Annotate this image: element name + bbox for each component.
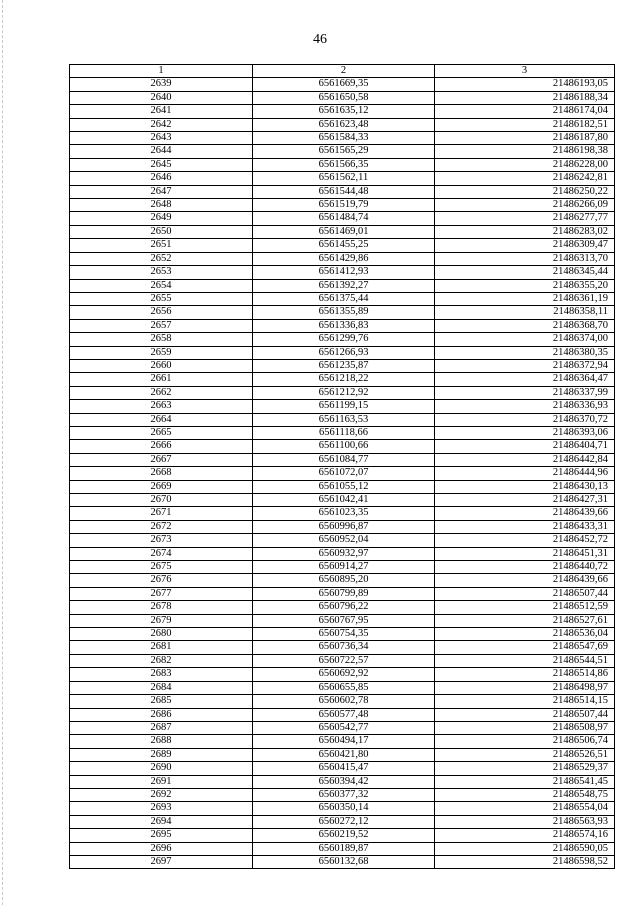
point-number-cell: 2644 [70,145,253,158]
x-coordinate-cell: 6560895,20 [253,574,435,587]
x-coordinate-cell: 6561562,11 [253,172,435,185]
point-number-cell: 2642 [70,118,253,131]
point-number-cell: 2668 [70,467,253,480]
point-number-cell: 2645 [70,158,253,171]
x-coordinate-cell: 6560767,95 [253,614,435,627]
y-coordinate-cell: 21486514,15 [435,695,615,708]
table-row [70,842,615,855]
y-coordinate-cell: 21486563,93 [435,815,615,828]
table-row [70,453,615,466]
x-coordinate-cell: 6561100,66 [253,440,435,453]
y-coordinate-cell: 21486433,31 [435,520,615,533]
table-row [70,91,615,104]
y-coordinate-cell: 21486182,51 [435,118,615,131]
y-coordinate-cell: 21486355,20 [435,279,615,292]
y-coordinate-cell: 21486309,47 [435,239,615,252]
point-number-cell: 2664 [70,413,253,426]
x-coordinate-cell: 6561072,07 [253,467,435,480]
y-coordinate-cell: 21486541,45 [435,775,615,788]
table-row [70,386,615,399]
y-coordinate-cell: 21486368,70 [435,319,615,332]
point-number-cell: 2677 [70,587,253,600]
column-header: 2 [253,65,435,78]
table-row [70,587,615,600]
point-number-cell: 2655 [70,292,253,305]
point-number-cell: 2662 [70,386,253,399]
table-row [70,225,615,238]
point-number-cell: 2683 [70,668,253,681]
table-row [70,628,615,641]
point-number-cell: 2680 [70,628,253,641]
x-coordinate-cell: 6560799,89 [253,587,435,600]
table-row [70,132,615,145]
point-number-cell: 2652 [70,252,253,265]
table-row [70,279,615,292]
y-coordinate-cell: 21486507,44 [435,587,615,600]
y-coordinate-cell: 21486380,35 [435,346,615,359]
x-coordinate-cell: 6561084,77 [253,453,435,466]
x-coordinate-cell: 6561042,41 [253,494,435,507]
table-row [70,172,615,185]
x-coordinate-cell: 6561584,33 [253,132,435,145]
table-row [70,467,615,480]
x-coordinate-cell: 6560754,35 [253,628,435,641]
point-number-cell: 2684 [70,681,253,694]
y-coordinate-cell: 21486336,93 [435,400,615,413]
point-number-cell: 2643 [70,132,253,145]
y-coordinate-cell: 21486547,69 [435,641,615,654]
table-header-row [70,65,615,78]
x-coordinate-cell: 6560952,04 [253,534,435,547]
table-row [70,721,615,734]
table-row [70,400,615,413]
point-number-cell: 2672 [70,520,253,533]
x-coordinate-cell: 6561055,12 [253,480,435,493]
table-row [70,480,615,493]
x-coordinate-cell: 6560219,52 [253,829,435,842]
y-coordinate-cell: 21486507,44 [435,708,615,721]
point-number-cell: 2691 [70,775,253,788]
y-coordinate-cell: 21486439,66 [435,574,615,587]
y-coordinate-cell: 21486374,00 [435,333,615,346]
table-row [70,239,615,252]
x-coordinate-cell: 6561566,35 [253,158,435,171]
point-number-cell: 2649 [70,212,253,225]
x-coordinate-cell: 6560132,68 [253,855,435,868]
table-row [70,855,615,868]
table-row [70,748,615,761]
table-row [70,561,615,574]
table-row [70,708,615,721]
table-row [70,319,615,332]
x-coordinate-cell: 6561355,89 [253,306,435,319]
y-coordinate-cell: 21486554,04 [435,802,615,815]
point-number-cell: 2663 [70,400,253,413]
point-number-cell: 2639 [70,78,253,91]
y-coordinate-cell: 21486451,31 [435,547,615,560]
x-coordinate-cell: 6561412,93 [253,266,435,279]
table-row [70,735,615,748]
y-coordinate-cell: 21486544,51 [435,654,615,667]
table-row [70,158,615,171]
table-row [70,199,615,212]
x-coordinate-cell: 6561669,35 [253,78,435,91]
point-number-cell: 2669 [70,480,253,493]
x-coordinate-cell: 6560377,32 [253,788,435,801]
x-coordinate-cell: 6560542,77 [253,721,435,734]
table-row [70,266,615,279]
x-coordinate-cell: 6560494,17 [253,735,435,748]
x-coordinate-cell: 6560421,80 [253,748,435,761]
table-row [70,829,615,842]
y-coordinate-cell: 21486283,02 [435,225,615,238]
point-number-cell: 2651 [70,239,253,252]
point-number-cell: 2686 [70,708,253,721]
table-row [70,668,615,681]
table-row [70,78,615,91]
x-coordinate-cell: 6561218,22 [253,373,435,386]
y-coordinate-cell: 21486313,70 [435,252,615,265]
table-row [70,359,615,372]
x-coordinate-cell: 6561392,27 [253,279,435,292]
y-coordinate-cell: 21486228,00 [435,158,615,171]
coordinates-table [69,64,615,869]
x-coordinate-cell: 6561266,93 [253,346,435,359]
point-number-cell: 2670 [70,494,253,507]
point-number-cell: 2674 [70,547,253,560]
table-row [70,333,615,346]
point-number-cell: 2640 [70,91,253,104]
table-row [70,641,615,654]
x-coordinate-cell: 6561212,92 [253,386,435,399]
y-coordinate-cell: 21486574,16 [435,829,615,842]
table-row [70,681,615,694]
point-number-cell: 2647 [70,185,253,198]
x-coordinate-cell: 6560796,22 [253,601,435,614]
x-coordinate-cell: 6561484,74 [253,212,435,225]
y-coordinate-cell: 21486393,06 [435,426,615,439]
table-row [70,762,615,775]
point-number-cell: 2650 [70,225,253,238]
point-number-cell: 2641 [70,105,253,118]
page-edge-divider [2,0,4,905]
table-row [70,507,615,520]
x-coordinate-cell: 6560914,27 [253,561,435,574]
x-coordinate-cell: 6561469,01 [253,225,435,238]
x-coordinate-cell: 6560272,12 [253,815,435,828]
table-row [70,494,615,507]
point-number-cell: 2665 [70,426,253,439]
y-coordinate-cell: 21486370,72 [435,413,615,426]
y-coordinate-cell: 21486427,31 [435,494,615,507]
y-coordinate-cell: 21486548,75 [435,788,615,801]
point-number-cell: 2696 [70,842,253,855]
table-row [70,815,615,828]
y-coordinate-cell: 21486430,13 [435,480,615,493]
point-number-cell: 2671 [70,507,253,520]
table-row [70,440,615,453]
y-coordinate-cell: 21486498,97 [435,681,615,694]
table-row [70,105,615,118]
table-row [70,426,615,439]
y-coordinate-cell: 21486242,81 [435,172,615,185]
x-coordinate-cell: 6561199,15 [253,400,435,413]
y-coordinate-cell: 21486277,77 [435,212,615,225]
point-number-cell: 2687 [70,721,253,734]
point-number-cell: 2648 [70,199,253,212]
y-coordinate-cell: 21486527,61 [435,614,615,627]
table-row [70,212,615,225]
table-row [70,574,615,587]
point-number-cell: 2673 [70,534,253,547]
table-row [70,775,615,788]
x-coordinate-cell: 6561375,44 [253,292,435,305]
point-number-cell: 2694 [70,815,253,828]
x-coordinate-cell: 6561519,79 [253,199,435,212]
point-number-cell: 2666 [70,440,253,453]
y-coordinate-cell: 21486452,72 [435,534,615,547]
y-coordinate-cell: 21486440,72 [435,561,615,574]
x-coordinate-cell: 6561650,58 [253,91,435,104]
table-row [70,534,615,547]
point-number-cell: 2679 [70,614,253,627]
x-coordinate-cell: 6560577,48 [253,708,435,721]
y-coordinate-cell: 21486514,86 [435,668,615,681]
point-number-cell: 2682 [70,654,253,667]
x-coordinate-cell: 6561565,29 [253,145,435,158]
y-coordinate-cell: 21486508,97 [435,721,615,734]
y-coordinate-cell: 21486529,37 [435,762,615,775]
y-coordinate-cell: 21486250,22 [435,185,615,198]
table-row [70,185,615,198]
table-row [70,654,615,667]
table-row [70,547,615,560]
point-number-cell: 2690 [70,762,253,775]
table-row [70,118,615,131]
x-coordinate-cell: 6560655,85 [253,681,435,694]
x-coordinate-cell: 6561235,87 [253,359,435,372]
y-coordinate-cell: 21486512,59 [435,601,615,614]
page-number: 46 [313,32,327,47]
x-coordinate-cell: 6561118,66 [253,426,435,439]
table-row [70,306,615,319]
x-coordinate-cell: 6560350,14 [253,802,435,815]
point-number-cell: 2681 [70,641,253,654]
point-number-cell: 2695 [70,829,253,842]
x-coordinate-cell: 6561635,12 [253,105,435,118]
column-header: 1 [70,65,253,78]
y-coordinate-cell: 21486337,99 [435,386,615,399]
point-number-cell: 2675 [70,561,253,574]
x-coordinate-cell: 6561623,48 [253,118,435,131]
table-row [70,292,615,305]
y-coordinate-cell: 21486174,04 [435,105,615,118]
point-number-cell: 2689 [70,748,253,761]
point-number-cell: 2693 [70,802,253,815]
point-number-cell: 2667 [70,453,253,466]
x-coordinate-cell: 6561455,25 [253,239,435,252]
point-number-cell: 2657 [70,319,253,332]
x-coordinate-cell: 6560415,47 [253,762,435,775]
x-coordinate-cell: 6561163,53 [253,413,435,426]
x-coordinate-cell: 6561429,86 [253,252,435,265]
table-row [70,346,615,359]
x-coordinate-cell: 6561544,48 [253,185,435,198]
x-coordinate-cell: 6561023,35 [253,507,435,520]
y-coordinate-cell: 21486590,05 [435,842,615,855]
point-number-cell: 2656 [70,306,253,319]
y-coordinate-cell: 21486361,19 [435,292,615,305]
x-coordinate-cell: 6561336,83 [253,319,435,332]
y-coordinate-cell: 21486444,96 [435,467,615,480]
point-number-cell: 2654 [70,279,253,292]
table-row [70,252,615,265]
x-coordinate-cell: 6561299,76 [253,333,435,346]
y-coordinate-cell: 21486193,05 [435,78,615,91]
table-row [70,788,615,801]
point-number-cell: 2685 [70,695,253,708]
y-coordinate-cell: 21486358,11 [435,306,615,319]
y-coordinate-cell: 21486198,38 [435,145,615,158]
x-coordinate-cell: 6560932,97 [253,547,435,560]
x-coordinate-cell: 6560394,42 [253,775,435,788]
table-body [70,78,615,869]
point-number-cell: 2676 [70,574,253,587]
x-coordinate-cell: 6560189,87 [253,842,435,855]
point-number-cell: 2653 [70,266,253,279]
point-number-cell: 2688 [70,735,253,748]
y-coordinate-cell: 21486345,44 [435,266,615,279]
point-number-cell: 2658 [70,333,253,346]
x-coordinate-cell: 6560996,87 [253,520,435,533]
y-coordinate-cell: 21486439,66 [435,507,615,520]
point-number-cell: 2692 [70,788,253,801]
y-coordinate-cell: 21486364,47 [435,373,615,386]
y-coordinate-cell: 21486188,34 [435,91,615,104]
table-row [70,601,615,614]
table-row [70,802,615,815]
y-coordinate-cell: 21486266,09 [435,199,615,212]
table-row [70,373,615,386]
point-number-cell: 2659 [70,346,253,359]
y-coordinate-cell: 21486536,04 [435,628,615,641]
table-row [70,145,615,158]
table-row [70,520,615,533]
point-number-cell: 2660 [70,359,253,372]
y-coordinate-cell: 21486526,51 [435,748,615,761]
table-row [70,614,615,627]
point-number-cell: 2678 [70,601,253,614]
table-row [70,413,615,426]
x-coordinate-cell: 6560602,78 [253,695,435,708]
y-coordinate-cell: 21486442,84 [435,453,615,466]
x-coordinate-cell: 6560736,34 [253,641,435,654]
x-coordinate-cell: 6560722,57 [253,654,435,667]
table-row [70,695,615,708]
point-number-cell: 2697 [70,855,253,868]
point-number-cell: 2661 [70,373,253,386]
column-header: 3 [435,65,615,78]
y-coordinate-cell: 21486404,71 [435,440,615,453]
point-number-cell: 2646 [70,172,253,185]
y-coordinate-cell: 21486598,52 [435,855,615,868]
y-coordinate-cell: 21486187,80 [435,132,615,145]
y-coordinate-cell: 21486506,74 [435,735,615,748]
x-coordinate-cell: 6560692,92 [253,668,435,681]
y-coordinate-cell: 21486372,94 [435,359,615,372]
